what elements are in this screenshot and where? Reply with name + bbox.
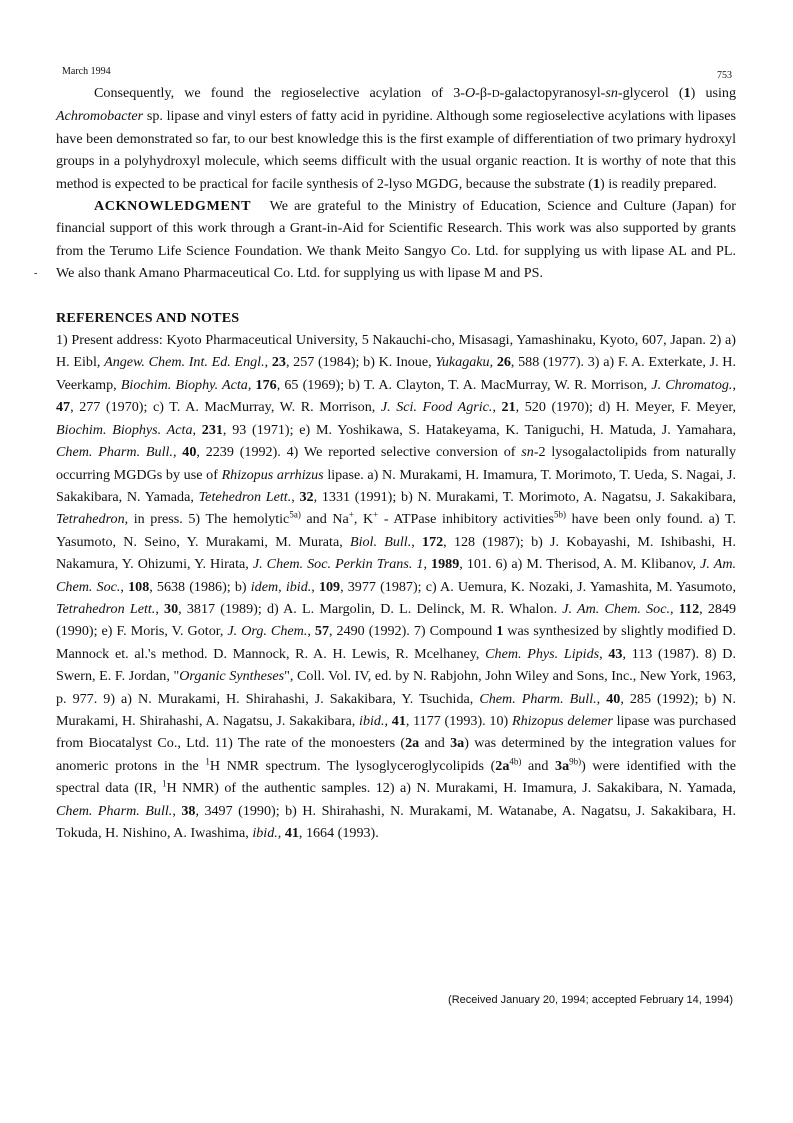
reference-text-run: 26	[496, 354, 511, 371]
conclusion-paragraph	[56, 82, 736, 195]
reference-text-run: 38	[181, 802, 196, 819]
reference-text-run: 43	[608, 645, 623, 662]
running-header-date: March 1994	[62, 66, 111, 77]
reference-text-run: Biochim. Biophy. Acta	[120, 376, 248, 393]
reference-text-run: 23	[271, 354, 286, 371]
reference-text-run: , 93 (1971); e) M. Yoshikawa, S. Hatakeyama, K. Taniguchi, H. Matuda, J. Yamahara,	[222, 421, 736, 438]
reference-text-run: J. Am. Chem. Soc.	[562, 600, 671, 617]
reference-text-run: , 3977 (1987); c) A. Uemura, K. Nozaki, J. Yamashita, M. Yasumoto,	[340, 578, 737, 595]
reference-text-run: ibid.	[252, 825, 278, 841]
text-run: -galactopyranosyl-	[499, 85, 606, 101]
reference-text-run: 2a	[495, 757, 510, 774]
reference-text-run: 109	[318, 578, 341, 595]
reference-text-run: 231	[201, 421, 223, 438]
references-list	[56, 329, 736, 844]
reference-text-run: 4b)	[509, 756, 522, 767]
acknowledgment-text: We are grateful to the Ministry of Education, Science and Culture (Japan) for financial support of this work through a Grant-in-Aid for Scientific Research. This work was also supported by grants from the Terumo Life Science Foundation. We thank Meito Sangyo Co. Ltd. for supplying us with lipase AL and PL. We also thank Amano Pharmaceutical Co. Ltd. for supplying us with lipase M and PS.	[56, 198, 736, 282]
reference-text-run: -2 lysogalactolipids from naturally occurring MGDGs by use of	[56, 444, 736, 483]
reference-text-run: , 1177 (1993). 10)	[405, 712, 512, 729]
text-run: sn	[605, 85, 618, 101]
reference-text-run: ,	[264, 354, 272, 371]
reference-text-run: 57	[314, 623, 329, 640]
reference-text-run: Yukagaku	[435, 354, 490, 371]
reference-text-run: sn	[521, 444, 534, 461]
text-run: O	[464, 85, 476, 101]
reference-text-run: 5b)	[554, 509, 567, 520]
reference-text-run: 30	[164, 600, 179, 617]
reference-text-run: and Na	[300, 511, 349, 528]
reference-text-run: ,	[596, 690, 607, 707]
reference-text-run: , 2849 (1990); e) F. Moris, V. Gotor,	[56, 600, 737, 640]
reference-text-run: , 128 (1987); b) J. Kobayashi, M. Ishibashi, H. Nakamura, Y. Ohizumi, Y. Hirata,	[56, 533, 737, 573]
references-heading: REFERENCES AND NOTES	[56, 309, 240, 326]
reference-text-run: Angew. Chem. Int. Ed. Engl.	[104, 354, 265, 371]
reference-text-run: 176	[255, 376, 277, 393]
reference-text-run: , in press. 5) The hemolytic	[124, 511, 290, 528]
text-run: -β-	[475, 85, 492, 101]
reference-text-run: ,	[489, 354, 497, 371]
reference-text-run: ) were identified with the spectral data (IR,	[56, 757, 736, 797]
reference-text-run: Chem. Pharm. Bull.	[56, 802, 173, 819]
reference-text-run: ,	[492, 399, 502, 416]
reference-text-run: Rhizopus arrhizus	[221, 466, 324, 483]
reference-text-run: ,	[278, 578, 286, 595]
reference-text-run: Tetrahedron Lett.	[56, 600, 156, 617]
reference-text-run: , 101. 6) a) M. Therisod, A. M. Klibanov,	[459, 556, 701, 573]
reference-text-run: +	[373, 509, 379, 520]
reference-text-run: ,	[411, 533, 423, 550]
reference-text-run: , K	[353, 511, 374, 528]
text-run: ) is readily prepared.	[600, 175, 717, 192]
reference-text-run: H NMR) of the authentic samples. 12) a) N. Murakami, H. Imamura, J. Sakakibara, N. Yamada,	[166, 780, 736, 797]
reference-text-run: lipase. a) N. Murakami, H. Imamura, T. Morimoto, T. Ueda, S. Nagai, J. Sakakibara, N. Yamada,	[56, 466, 736, 505]
acknowledgment-paragraph	[56, 195, 736, 285]
reference-text-run: +	[348, 509, 354, 520]
article-body	[56, 82, 736, 844]
reference-text-run: , 1331 (1991); b) N. Murakami, T. Morimoto, A. Nagatsu, J. Sakakibara,	[313, 488, 737, 505]
reference-text-run: 3a	[450, 735, 465, 752]
acknowledgment-heading: ACKNOWLEDGMENT	[94, 198, 252, 215]
text-run: Consequently, we found the regioselective acylation of 3-	[94, 85, 465, 101]
reference-text-run: ,	[384, 712, 392, 729]
reference-text-run: ,	[599, 645, 609, 662]
reference-text-run: , 520 (1970); d) H. Meyer, F. Meyer,	[515, 399, 737, 416]
reference-text-run: ,	[172, 802, 182, 819]
reference-text-run: ,	[423, 556, 432, 573]
reference-text-run: , 2239 (1992). 4) We reported selective conversion of	[196, 444, 522, 461]
reference-text-run: Biochim. Biophys. Acta	[56, 421, 193, 438]
reference-text-run: 112	[678, 600, 700, 617]
reference-text-run: H NMR spectrum. The lysoglyceroglycolipids (	[209, 757, 496, 774]
reference-text-run: , 277 (1970); c) T. A. MacMurray, W. R. Morrison,	[70, 399, 381, 416]
margin-mark: -	[34, 268, 38, 279]
reference-text-run: 1	[161, 778, 167, 789]
reference-text-run: 40	[606, 690, 621, 707]
reference-text-run: J. Am. Chem. Soc.	[56, 556, 737, 595]
reference-text-run: , 285 (1992); b) N. Murakami, H. Shirahashi, A. Nagatsu, J. Sakakibara,	[56, 690, 736, 729]
reference-text-run: ,	[291, 488, 300, 505]
reference-text-run: 47	[56, 399, 71, 416]
reference-text-run: J. Sci. Food Agric.	[380, 399, 493, 416]
reference-text-run: ,	[311, 578, 319, 595]
reference-text-run: Rhizopus delemer	[511, 712, 613, 729]
reference-text-run: Tetehedron Lett.	[198, 488, 292, 505]
reference-text-run: 1) Present address: Kyoto Pharmaceutical University, 5 Nakauchi-cho, Misasagi, Yamashinaku, Kyoto, 607, Japan. 2) a) H. Eibl,	[56, 332, 736, 371]
reference-text-run: ,	[670, 600, 679, 617]
reference-text-run: ,	[120, 578, 129, 595]
reference-text-run: , 1664 (1993).	[298, 825, 379, 841]
reference-text-run: lipase was purchased from Biocatalyst Co., Ltd. 11) The rate of the monoesters (	[56, 712, 737, 752]
reference-text-run: 172	[422, 533, 444, 550]
reference-text-run: 2a	[405, 735, 420, 752]
reference-text-run: 108	[128, 578, 150, 595]
reference-text-run: ,	[247, 376, 256, 393]
text-run: sp. lipase and vinyl esters of fatty acid in pyridine. Although some regioselective acylations with lipases have been demonstrated so far, to our best knowledge this is the first example of differentiation of two primary hydroxyl groups in a polyhydroxyl molecule, which seems difficult with the usual organic reaction. It is worthy of note that this method is expected to be practical for facile synthesis of 2-lyso MGDG, because the substrate (	[56, 108, 736, 192]
reference-text-run: , 588 (1977). 3) a) F. A. Exterkate, J. H. Veerkamp,	[56, 354, 736, 393]
reference-text-run: - ATPase inhibitory activities	[378, 511, 555, 528]
reference-text-run: , 3497 (1990); b) H. Shirahashi, N. Murakami, M. Watanabe, A. Nagatsu, J. Sakakibara, H. Tokuda, H. Nishino, A. Iwashima,	[56, 802, 737, 841]
reference-text-run: 5a)	[289, 509, 301, 520]
reference-text-run: , 3817 (1989); d) A. L. Margolin, D. L. Delinck, M. R. Whalon.	[178, 600, 563, 617]
reference-text-run: ) was determined by the integration values for anomeric protons in the	[56, 735, 737, 774]
reference-text-run: 9b)	[569, 756, 582, 767]
reference-text-run: Chem. Phys. Lipids	[485, 645, 600, 662]
received-dates: (Received January 20, 1994; accepted February 14, 1994)	[448, 994, 733, 1006]
text-run: Achromobacter	[56, 108, 144, 125]
reference-text-run: Biol. Bull.	[349, 533, 412, 550]
reference-text-run: , 65 (1969); b) T. A. Clayton, T. A. MacMurray, W. R. Morrison,	[276, 376, 652, 393]
reference-text-run: 41	[391, 712, 406, 729]
compound-number: 1	[592, 175, 601, 192]
reference-text-run: 40	[182, 444, 197, 461]
reference-text-run: ibid.	[359, 712, 385, 729]
reference-text-run: 1	[496, 623, 504, 640]
reference-text-run: , 2490 (1992). 7) Compound	[328, 623, 497, 640]
reference-text-run: , 113 (1987). 8) D. Swern, E. F. Jordan, "	[56, 645, 737, 685]
reference-text-run: J. Chromatog.	[651, 376, 733, 393]
text-run: D	[491, 88, 500, 100]
reference-text-run: 32	[299, 488, 314, 505]
reference-text-run: ,	[155, 600, 165, 617]
reference-text-run: and	[419, 735, 451, 752]
reference-text-run: was synthesized by slightly modified D. Mannock et. al.'s method. D. Mannock, R. A. H. Lewis, R. Mcelhaney,	[56, 623, 737, 662]
reference-text-run: Organic Syntheses	[179, 668, 285, 685]
reference-text-run: 3a	[555, 757, 570, 774]
text-run: -glycerol (	[617, 85, 684, 101]
reference-text-run: , 5638 (1986); b)	[149, 578, 251, 595]
reference-text-run: and	[521, 757, 556, 774]
reference-text-run: Chem. Pharm. Bull.	[56, 444, 173, 461]
page-number: 753	[717, 70, 732, 81]
reference-text-run: ,	[732, 376, 736, 393]
reference-text-run: ,	[172, 444, 183, 461]
reference-text-run: Tetrahedron	[56, 511, 125, 528]
reference-text-run: J. Chem. Soc. Perkin Trans. 1	[252, 556, 424, 573]
reference-text-run: ibid.	[285, 578, 312, 595]
reference-text-run: 21	[501, 399, 516, 416]
reference-text-run: 1	[205, 756, 210, 767]
reference-text-run: ,	[277, 825, 285, 841]
compound-number: 1	[683, 85, 691, 101]
reference-text-run: 41	[284, 825, 299, 841]
reference-text-run: have been only found. a) T. Yasumoto, N. Seino, Y. Murakami, M. Murata,	[56, 511, 736, 550]
reference-text-run: 1989	[431, 556, 460, 573]
reference-text-run: ,	[192, 421, 202, 438]
reference-text-run: Chem. Pharm. Bull.	[479, 690, 597, 707]
text-run: ) using	[690, 85, 736, 101]
reference-text-run: J. Org. Chem.	[227, 623, 308, 640]
reference-text-run: idem	[250, 578, 279, 595]
reference-text-run: , 257 (1984); b) K. Inoue,	[285, 354, 436, 371]
reference-text-run: ", Coll. Vol. IV, ed. by N. Rabjohn, John Wiley and Sons, Inc., New York, 1963, p. 977. 9) a) N. Murakami, H. Shirahashi, J. Sakakibara, Y. Tsuchida,	[56, 668, 736, 707]
reference-text-run: ,	[307, 623, 315, 640]
